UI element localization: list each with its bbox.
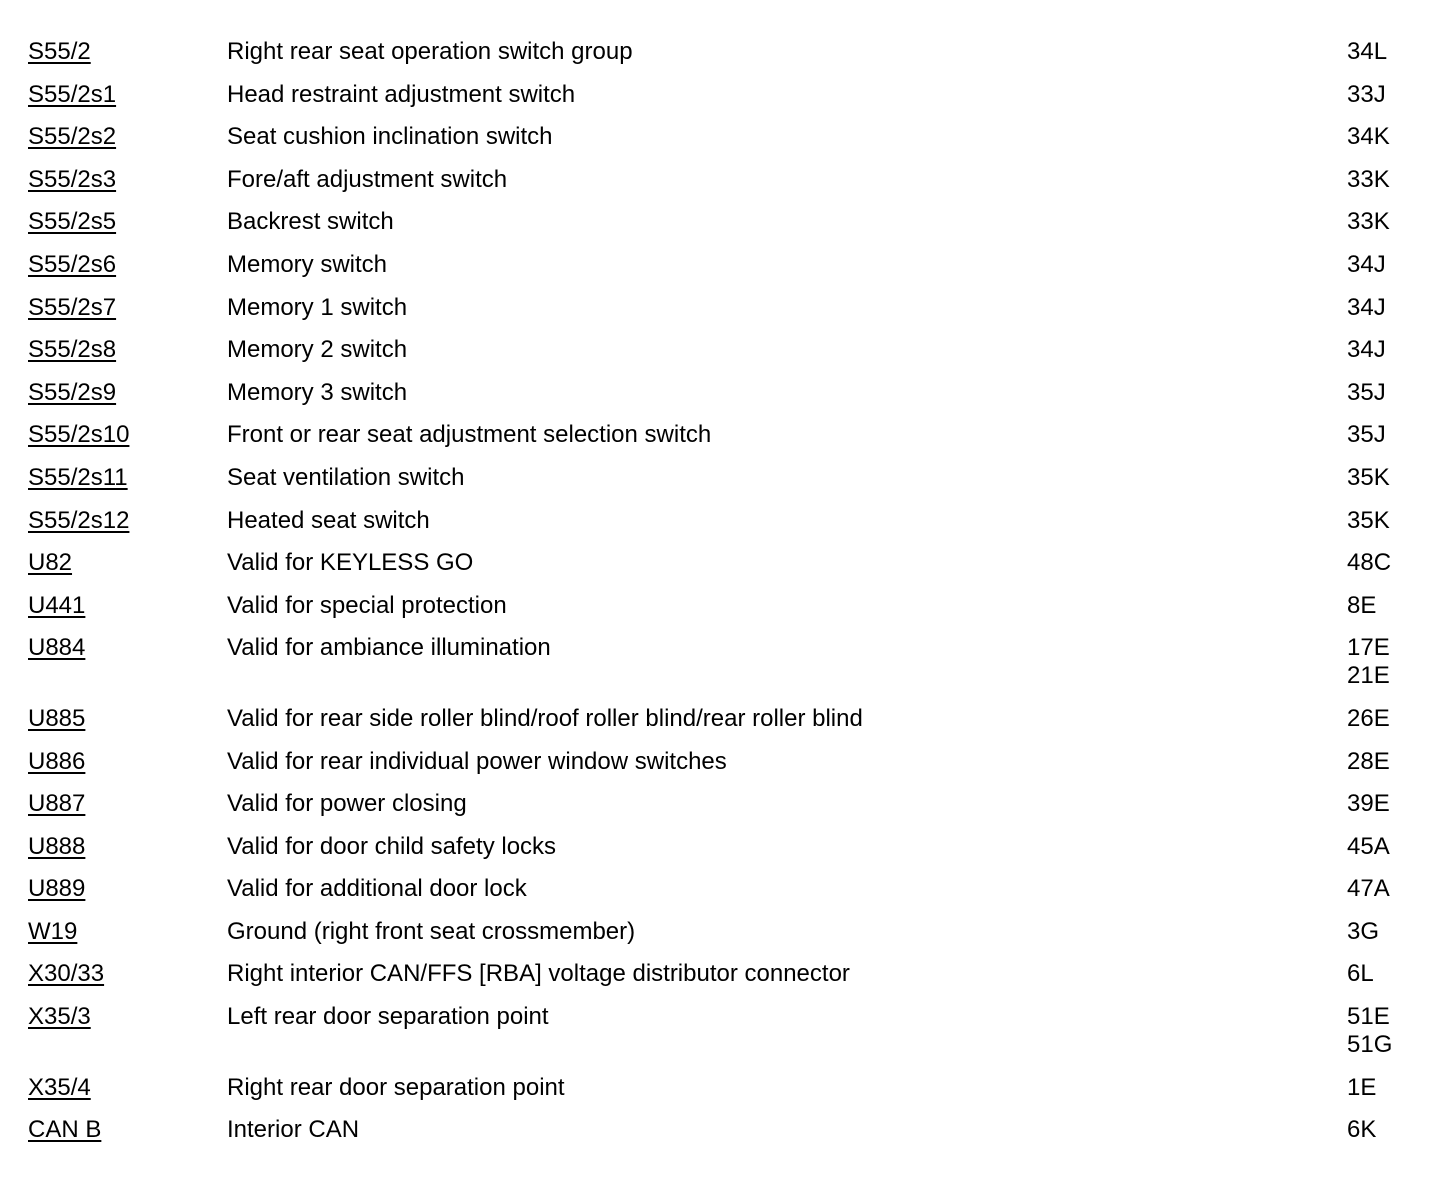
table-row	[0, 740, 1440, 783]
grid-reference: 35J	[1347, 421, 1386, 449]
legend-table	[0, 30, 1440, 1151]
grid-reference-cell	[1347, 748, 1390, 776]
grid-reference-cell	[1347, 208, 1390, 236]
component-code-link[interactable]: S55/2s5	[28, 208, 117, 236]
table-row	[0, 73, 1440, 116]
grid-reference-cell	[1347, 38, 1387, 66]
table-row	[0, 541, 1440, 584]
grid-reference: 6K	[1347, 1116, 1377, 1144]
component-description: Right interior CAN/FFS [RBA] voltage distributor connector	[227, 960, 850, 988]
grid-reference: 28E	[1347, 747, 1390, 775]
grid-reference: 45A	[1347, 832, 1390, 860]
grid-reference: 17E	[1347, 634, 1390, 662]
grid-reference-cell	[1347, 251, 1386, 279]
component-description: Memory 3 switch	[227, 378, 408, 406]
table-row	[0, 456, 1440, 499]
component-description: Heated seat switch	[227, 506, 430, 534]
table-row	[0, 952, 1440, 995]
grid-reference: 8E	[1347, 591, 1377, 619]
grid-reference: 39E	[1347, 790, 1390, 818]
grid-reference: 34J	[1347, 250, 1386, 278]
table-row	[0, 243, 1440, 286]
grid-reference-cell	[1347, 918, 1379, 946]
table-row	[0, 825, 1440, 868]
grid-reference: 35K	[1347, 463, 1390, 491]
table-row	[0, 158, 1440, 201]
grid-reference-cell	[1347, 549, 1391, 577]
grid-reference: 6L	[1347, 960, 1374, 988]
grid-reference-cell	[1347, 833, 1390, 861]
grid-reference: 34J	[1347, 293, 1386, 321]
grid-reference-cell	[1347, 166, 1390, 194]
component-code-link[interactable]: U887	[28, 790, 86, 818]
table-row	[0, 995, 1440, 1066]
component-code-link[interactable]: W19	[28, 917, 78, 945]
table-row	[0, 782, 1440, 825]
grid-reference: 33J	[1347, 80, 1386, 108]
grid-reference-cell	[1347, 464, 1390, 492]
component-description: Backrest switch	[227, 208, 394, 236]
grid-reference: 35K	[1347, 506, 1390, 534]
component-description: Ground (right front seat crossmember)	[227, 917, 636, 945]
grid-reference-cell	[1347, 1116, 1376, 1144]
component-code-link[interactable]: S55/2s7	[28, 293, 117, 321]
table-row	[0, 697, 1440, 740]
component-description: Interior CAN	[227, 1116, 360, 1144]
component-description: Memory 2 switch	[227, 336, 408, 364]
component-code-link[interactable]: S55/2s8	[28, 336, 117, 364]
component-description: Valid for ambiance illumination	[227, 634, 551, 662]
component-description: Fore/aft adjustment switch	[227, 165, 508, 193]
grid-reference-cell	[1347, 81, 1386, 109]
component-code-link[interactable]: CAN B	[28, 1116, 102, 1144]
component-description: Right rear seat operation switch group	[227, 38, 633, 65]
component-code-link[interactable]: X30/33	[28, 960, 105, 988]
table-row	[0, 413, 1440, 456]
component-code-link[interactable]: S55/2s2	[28, 123, 117, 151]
component-code-link[interactable]: X35/4	[28, 1073, 91, 1101]
grid-reference: 26E	[1347, 704, 1390, 732]
grid-reference: 21E	[1347, 662, 1390, 690]
component-code-link[interactable]: S55/2s10	[28, 421, 130, 449]
component-code-link[interactable]: U82	[28, 549, 73, 577]
component-code-link[interactable]: U889	[28, 875, 86, 903]
component-code-link[interactable]: U886	[28, 747, 86, 775]
table-row	[0, 30, 1440, 73]
grid-reference-cell	[1347, 790, 1390, 818]
grid-reference: 34J	[1347, 336, 1386, 364]
table-row	[0, 910, 1440, 953]
table-row	[0, 1108, 1440, 1151]
grid-reference: 51G	[1347, 1031, 1393, 1059]
table-row	[0, 286, 1440, 329]
component-description: Seat ventilation switch	[227, 463, 465, 491]
grid-reference-cell	[1347, 123, 1390, 151]
component-description: Front or rear seat adjustment selection switch	[227, 421, 712, 449]
grid-reference: 33K	[1347, 208, 1390, 236]
grid-reference: 48C	[1347, 549, 1392, 577]
table-row	[0, 200, 1440, 243]
component-description: Memory switch	[227, 250, 388, 278]
component-description: Head restraint adjustment switch	[227, 80, 576, 108]
component-description: Valid for rear side roller blind/roof roller blind/rear roller blind	[227, 704, 863, 732]
grid-reference-cell	[1347, 1074, 1376, 1102]
grid-reference-cell	[1347, 336, 1386, 364]
component-code-link[interactable]: S55/2	[28, 38, 91, 65]
component-code-link[interactable]: S55/2s9	[28, 378, 117, 406]
component-code-link[interactable]: S55/2s11	[28, 463, 128, 491]
component-description: Seat cushion inclination switch	[227, 123, 553, 151]
component-description: Right rear door separation point	[227, 1073, 565, 1101]
component-description: Valid for special protection	[227, 591, 507, 619]
component-code-link[interactable]: S55/2s12	[28, 506, 130, 534]
component-description: Valid for KEYLESS GO	[227, 549, 474, 577]
grid-reference-cell	[1347, 634, 1390, 690]
grid-reference-cell	[1347, 875, 1390, 903]
grid-reference: 35J	[1347, 378, 1386, 406]
grid-reference: 33K	[1347, 165, 1390, 193]
table-row	[0, 626, 1440, 697]
grid-reference-cell	[1347, 421, 1386, 449]
table-row	[0, 1066, 1440, 1109]
component-description: Valid for door child safety locks	[227, 832, 557, 860]
grid-reference-cell	[1347, 507, 1390, 535]
component-code-link[interactable]: S55/2s3	[28, 165, 117, 193]
grid-reference: 47A	[1347, 875, 1390, 903]
component-description: Valid for rear individual power window switches	[227, 747, 727, 775]
table-row	[0, 867, 1440, 910]
table-row	[0, 584, 1440, 627]
grid-reference: 3G	[1347, 917, 1380, 945]
grid-reference: 34L	[1347, 38, 1388, 65]
grid-reference: 51E	[1347, 1003, 1390, 1031]
grid-reference: 1E	[1347, 1073, 1377, 1101]
grid-reference-cell	[1347, 294, 1386, 322]
component-description: Left rear door separation point	[227, 1003, 549, 1031]
component-code-link[interactable]: U441	[28, 591, 86, 619]
grid-reference-cell	[1347, 592, 1376, 620]
component-code-link[interactable]: S55/2s6	[28, 250, 117, 278]
grid-reference-cell	[1347, 379, 1386, 407]
component-code-link[interactable]: U884	[28, 634, 86, 662]
component-description: Valid for power closing	[227, 790, 467, 818]
grid-reference-cell	[1347, 960, 1374, 988]
table-row	[0, 328, 1440, 371]
grid-reference: 34K	[1347, 123, 1390, 151]
grid-reference-cell	[1347, 705, 1390, 733]
component-code-link[interactable]: U888	[28, 832, 86, 860]
table-row	[0, 115, 1440, 158]
component-description: Valid for additional door lock	[227, 875, 527, 903]
component-code-link[interactable]: U885	[28, 704, 86, 732]
table-row	[0, 499, 1440, 542]
component-description: Memory 1 switch	[227, 293, 408, 321]
table-row	[0, 371, 1440, 414]
component-code-link[interactable]: S55/2s1	[28, 80, 117, 108]
component-code-link[interactable]: X35/3	[28, 1003, 91, 1031]
grid-reference-cell	[1347, 1003, 1392, 1059]
